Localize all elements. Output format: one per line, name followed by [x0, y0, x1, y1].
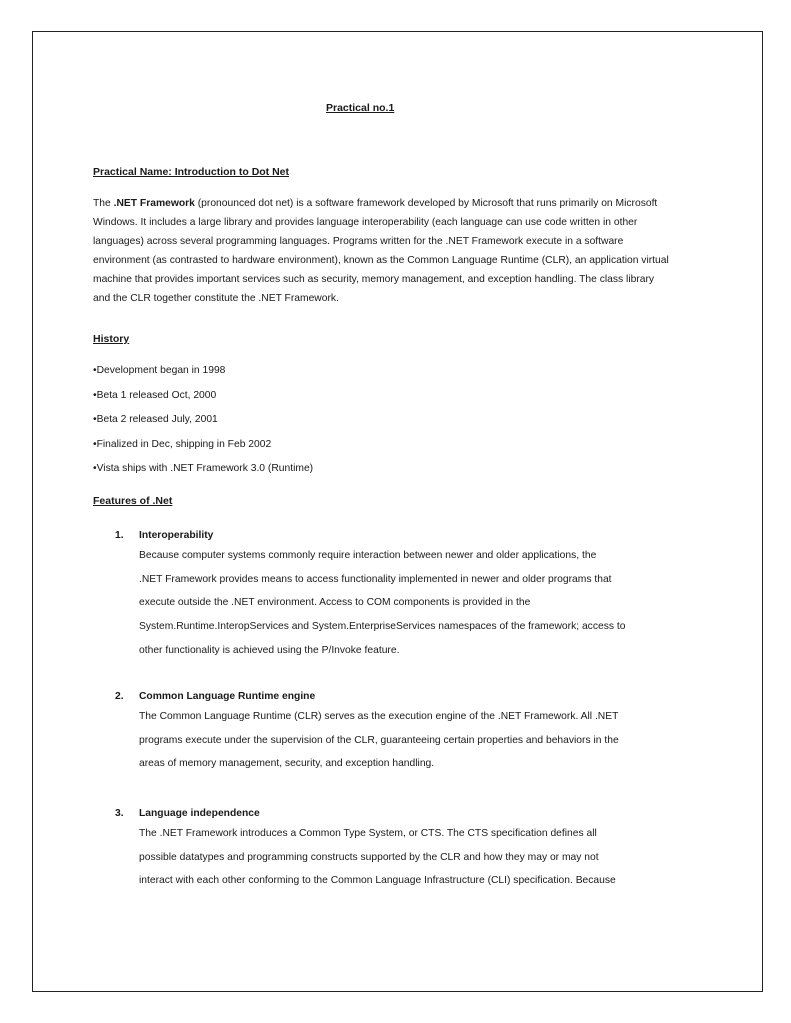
feature-body	[139, 549, 755, 667]
history-list	[93, 364, 313, 487]
feature-line: System.Runtime.InteropServices and System.EnterpriseServices namespaces of the framework; access to	[139, 621, 626, 633]
feature-line: interact with each other conforming to the Common Language Infrastructure (CLI) specification. Because	[139, 875, 616, 887]
feature-line: programs execute under the supervision of the CLR, guaranteeing certain properties and behaviors in the	[139, 734, 619, 746]
feature-item	[115, 530, 755, 667]
feature-item	[115, 691, 755, 781]
feature-item	[115, 808, 755, 898]
feature-body	[139, 827, 755, 898]
feature-title-row	[115, 691, 755, 707]
history-item: •Vista ships with .NET Framework 3.0 (Runtime)	[93, 463, 314, 475]
feature-number: 2.	[115, 691, 124, 702]
intro-line: environment (as contrasted to hardware environment), known as the Common Language Runtime (CLR), an application virtual	[93, 255, 669, 266]
history-item: •Beta 2 released July, 2001	[93, 414, 218, 426]
history-item: •Development began in 1998	[93, 365, 226, 376]
intro-line: and the CLR together constitute the .NET Framework.	[93, 293, 339, 304]
feature-line: .NET Framework provides means to access functionality implemented in newer and older programs that	[139, 573, 612, 585]
feature-number: 1.	[115, 530, 124, 541]
feature-title-row	[115, 530, 755, 546]
feature-line: The .NET Framework introduces a Common Type System, or CTS. The CTS specification defines all	[139, 828, 597, 839]
feature-title: Language independence	[139, 808, 260, 819]
intro-line	[93, 194, 763, 213]
history-item: •Finalized in Dec, shipping in Feb 2002	[93, 438, 272, 450]
feature-line: The Common Language Runtime (CLR) serves as the execution engine of the .NET Framework. All .NET	[139, 711, 619, 722]
feature-body	[139, 710, 755, 781]
practical-name-heading: Practical Name: Introduction to Dot Net	[93, 166, 290, 178]
feature-number: 3.	[115, 808, 124, 819]
feature-line: execute outside the .NET environment. Access to COM components is provided in the	[139, 597, 531, 609]
feature-line: other functionality is achieved using the P/Invoke feature.	[139, 644, 400, 656]
intro-line: languages) across several programming languages. Programs written for the .NET Framework execute in a software	[93, 236, 624, 247]
feature-line: areas of memory management, security, and exception handling.	[139, 758, 435, 770]
intro-bold-term: .NET Framework	[113, 198, 195, 209]
history-item: •Beta 1 released Oct, 2000	[93, 389, 217, 401]
intro-line: machine that provides important services such as security, memory management, and exception handling. The class library	[93, 274, 655, 285]
features-heading: Features of .Net	[93, 495, 173, 507]
intro-rest: (pronounced dot net) is a software framework developed by Microsoft that runs primarily on Microsoft	[194, 198, 658, 209]
feature-title-row	[115, 808, 755, 824]
intro-line: Windows. It includes a large library and provides language interoperability (each language can use code written in other	[93, 217, 638, 228]
history-heading: History	[93, 333, 130, 345]
page-title: Practical no.1	[326, 102, 395, 114]
feature-title: Interoperability	[139, 530, 214, 541]
intro-lead: The	[93, 198, 114, 209]
intro-paragraph	[93, 194, 763, 308]
feature-line: possible datatypes and programming constructs supported by the CLR and how they may or may not	[139, 851, 599, 863]
feature-title: Common Language Runtime engine	[139, 691, 316, 702]
feature-line: Because computer systems commonly require interaction between newer and older applications, the	[139, 550, 597, 561]
